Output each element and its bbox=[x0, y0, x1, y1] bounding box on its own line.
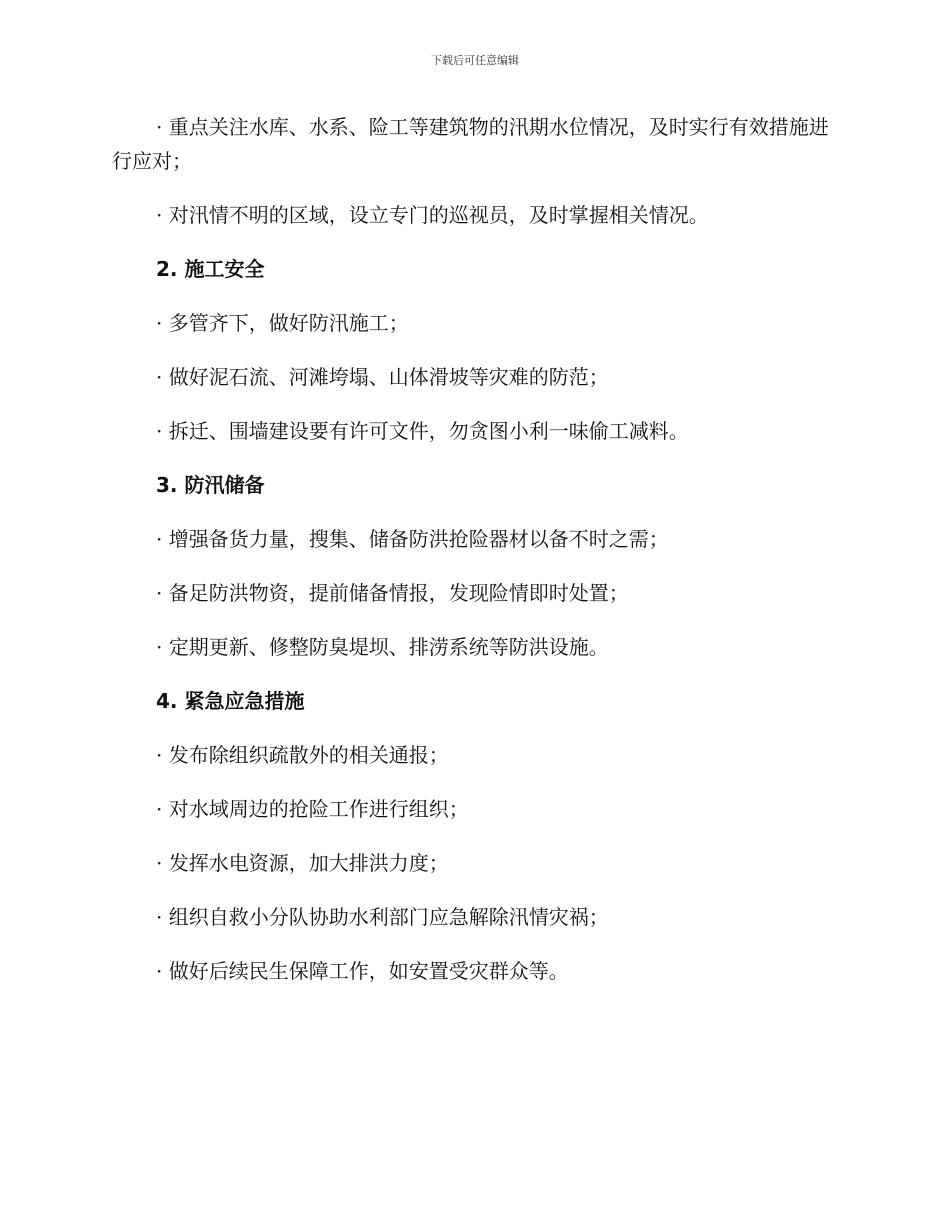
section-heading-flood-reserve: 3. 防汛储备 bbox=[156, 473, 265, 497]
list-item: · 做好泥石流、河滩垮塌、山体滑坡等灾难的防范； bbox=[156, 365, 609, 389]
document-body bbox=[112, 110, 832, 1008]
list-item: · 组织自救小分队协助水利部门应急解除汛情灾祸； bbox=[156, 905, 609, 929]
list-item: · 增强备货力量，搜集、储备防洪抢险器材以备不时之需； bbox=[156, 527, 669, 551]
section-heading-construction-safety: 2. 施工安全 bbox=[156, 257, 265, 281]
section-heading-emergency-measures: 4. 紧急应急措施 bbox=[156, 689, 305, 713]
list-item: · 发挥水电资源，加大排洪力度； bbox=[156, 851, 449, 875]
page-header: 下载后可任意编辑 bbox=[431, 54, 519, 67]
list-item: · 对汛情不明的区域，设立专门的巡视员，及时掌握相关情况。 bbox=[156, 203, 709, 227]
list-item: · 多管齐下，做好防汛施工； bbox=[156, 311, 409, 335]
list-item: · 备足防洪物资，提前储备情报，发现险情即时处置； bbox=[156, 581, 629, 605]
list-item: · 对水域周边的抢险工作进行组织； bbox=[156, 797, 469, 821]
list-item: · 发布除组织疏散外的相关通报； bbox=[156, 743, 449, 767]
list-item: · 做好后续民生保障工作，如安置受灾群众等。 bbox=[156, 959, 569, 983]
list-item: · 重点关注水库、水系、险工等建筑物的汛期水位情况，及时实行有效措施进行应对； bbox=[112, 115, 829, 173]
list-item: · 拆迁、围墙建设要有许可文件，勿贪图小利一味偷工减料。 bbox=[156, 419, 689, 443]
list-item: · 定期更新、修整防臭堤坝、排涝系统等防洪设施。 bbox=[156, 635, 609, 659]
